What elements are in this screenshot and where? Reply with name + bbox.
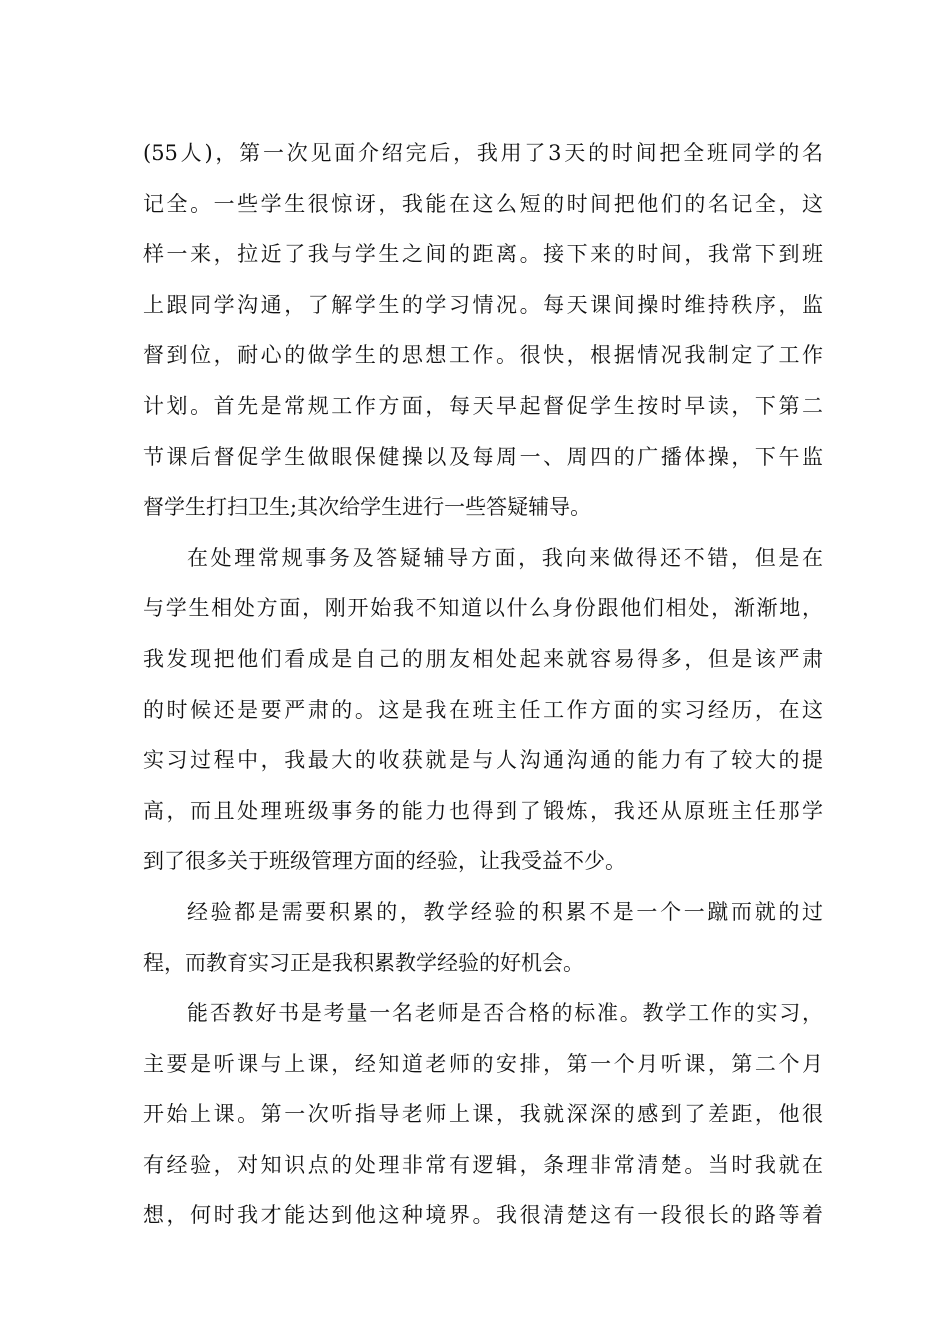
text-line: (55人)，第一次见面介绍完后，我用了3天的时间把全班同学的名 <box>143 141 823 165</box>
text-line: 在处理常规事务及答疑辅导方面，我向来做得还不错，但是在 <box>187 545 823 570</box>
text-line: 上跟同学沟通，了解学生的学习情况。每天课间操时维持秩序，监 <box>143 292 823 317</box>
text-line: 实习过程中，我最大的收获就是与人沟通沟通的能力有了较大的提 <box>143 748 823 773</box>
paragraph-1 <box>143 128 823 533</box>
text-line: 的时候还是要严肃的。这是我在班主任工作方面的实习经历，在这 <box>143 697 823 722</box>
text-line: 督学生打扫卫生;其次给学生进行一些答疑辅导。 <box>143 495 592 520</box>
document-body <box>143 128 823 1241</box>
paragraph-2 <box>143 533 823 887</box>
text-line: 程，而教育实习正是我积累教学经验的好机会。 <box>143 950 584 975</box>
text-line: 主要是听课与上课，经知道老师的安排，第一个月听课，第二个月 <box>143 1051 823 1076</box>
text-line: 开始上课。第一次听指导老师上课，我就深深的感到了差距，他很 <box>143 1102 823 1127</box>
text-line: 与学生相处方面，刚开始我不知道以什么身份跟他们相处，渐渐地， <box>143 596 823 621</box>
paragraph-3 <box>143 887 823 988</box>
text-line: 我发现把他们看成是自己的朋友相处起来就容易得多，但是该严肃 <box>143 646 823 671</box>
text-line: 计划。首先是常规工作方面，每天早起督促学生按时早读，下第二 <box>143 393 823 418</box>
text-line: 经验都是需要积累的，教学经验的积累不是一个一蹴而就的过 <box>187 899 823 924</box>
text-line: 到了很多关于班级管理方面的经验，让我受益不少。 <box>143 849 626 874</box>
text-line: 督到位，耐心的做学生的思想工作。很快，根据情况我制定了工作 <box>143 343 823 368</box>
text-line: 记全。一些学生很惊讶，我能在这么短的时间把他们的名记全，这 <box>143 191 823 216</box>
text-line: 节课后督促学生做眼保健操以及每周一、周四的广播体操，下午监 <box>143 444 823 469</box>
text-line: 能否教好书是考量一名老师是否合格的标准。教学工作的实习， <box>187 1001 823 1026</box>
paragraph-4 <box>143 988 823 1241</box>
text-line: 高，而且处理班级事务的能力也得到了锻炼，我还从原班主任那学 <box>143 798 823 823</box>
text-line: 样一来，拉近了我与学生之间的距离。接下来的时间，我常下到班 <box>143 242 823 267</box>
text-line: 想，何时我才能达到他这种境界。我很清楚这有一段很长的路等着 <box>143 1203 823 1228</box>
text-line: 有经验，对知识点的处理非常有逻辑，条理非常清楚。当时我就在 <box>143 1152 823 1177</box>
